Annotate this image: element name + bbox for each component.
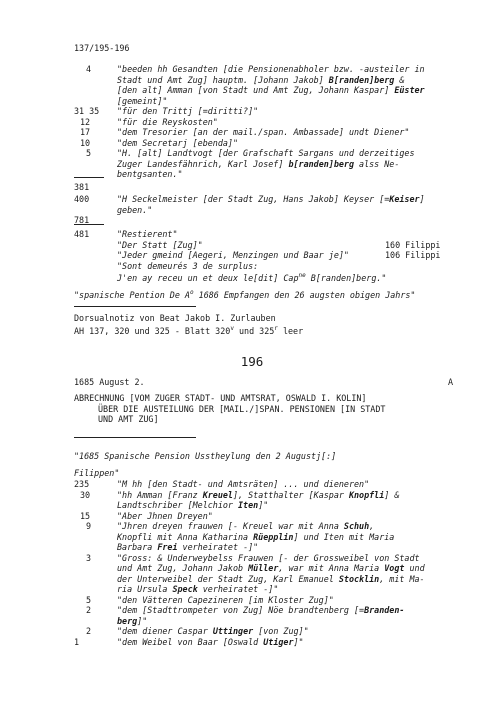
entry-text-line: "Aber Jhnen Dreyen" [117, 510, 213, 521]
entry-text-line: "dem diener Caspar Uttinger [von Zug]" [117, 626, 309, 636]
entry-text-line: und Amt Zug, Johann Jakob Müller, war mit Anna Maria Vogt und [117, 563, 425, 573]
entry-text-line: "dem [Stadttrompeter von Zug] Nöe brandtenberg [=Branden- [117, 605, 405, 615]
sum-rule [74, 177, 104, 178]
document-title-line: ABRECHNUNG [VOM ZUGER STADT- UND AMTSRAT, OSWALD I. KOLIN] [74, 393, 367, 403]
dorsal-reference: AH 137, 320 und 325 - Blatt 320$^v$ und 325$^r$ leer [74, 324, 304, 336]
entry-text-line: "für die Reyskosten" [117, 116, 218, 127]
entry-number: 5 [86, 148, 92, 158]
entry-number: 400 [74, 194, 90, 204]
entry-text-line: Filippen" [74, 468, 120, 478]
entry-text-line: Zuger Landesfähnrich, Karl Josef] b[randen]berg alss Ne- [117, 158, 400, 169]
entry-number: 2 [86, 605, 92, 615]
entry-number: 235 [74, 479, 90, 489]
entry-number: 30 [80, 489, 91, 500]
document-date: 1685 August 2. [74, 377, 145, 387]
entry-text-line: Landtschriber [Melchior Iten]" [117, 500, 269, 510]
entry-text-line: "hh Amman [Franz Kreuel], Statthalter [Kaspar Knopfli] & [117, 489, 400, 500]
closing-line: "spanische Pention De $A^o$ 1686 Empfangen den 26 augsten obigen Jahrs" [74, 289, 416, 300]
entry-text-line: "dem Secretarj [ebenda]" [117, 137, 239, 148]
entry-text-line: Barbara Frei verheiratet -]" [117, 542, 259, 552]
entry-text-line: der Unterweibel der Stadt Zug, Karl Emanuel Stocklin, mit Ma- [117, 573, 425, 584]
entry-number: 781 [74, 215, 90, 225]
entry-number: 12 [80, 116, 91, 127]
entry-text-line: "für den Trittj [=diritti?]" [117, 106, 259, 116]
entry-number: 1 [74, 636, 80, 647]
entry-number: 10 [80, 137, 91, 148]
entry-text-line: geben." [117, 204, 153, 215]
entry-text-line: "Gross: & Underweybelss Frauwen [- der Grossweibel von Stadt [117, 552, 420, 563]
amount: 106 Filippi [385, 250, 441, 260]
document-letter: A [448, 377, 454, 387]
entry-text-line: "Jhren dreyen frauwen [- Kreuel war mit Anna Schuh, [117, 521, 375, 531]
entry-text-line: "H Seckelmeister [der Stadt Zug, Hans Jakob] Keyser [=Keiser] [117, 194, 425, 204]
entry-text-line: Stadt und Amt Zug] hauptm. [Johann Jakob] B[randen]berg & [117, 74, 405, 85]
page-reference: 137/195-196 [74, 43, 130, 53]
entry-text-line: "Sont demeurés 3 de surplus: [117, 260, 259, 271]
entry-text-line: J'en ay receu un et deux le[dit] Cap$^{ne}$ B[randen]berg." [117, 272, 387, 283]
entry-text-line: "1685 Spanische Pension Usstheylung den 2 Augustj[:] [74, 451, 337, 461]
entry-text-line: "M hh [den Stadt- und Amtsräten] ... und dieneren" [117, 479, 370, 489]
entry-text-line: "Restierent" [117, 229, 178, 239]
entry-number: 3 [86, 552, 92, 563]
entry-number: 4 [86, 64, 92, 74]
section-rule [74, 306, 196, 307]
document-title-line: UND AMT ZUG] [98, 414, 159, 424]
entry-text-line: "dem Tresorier [an der mail./span. Ambassade] undt Diener" [117, 127, 410, 137]
entry-text-line: "H. [alt] Landtvogt [der Grafschaft Sargans und derzeitiges [117, 148, 415, 158]
entry-text-line: ria Ursula Speck verheiratet -]" [117, 584, 279, 594]
document-number: 196 [240, 354, 264, 369]
entry-number: 381 [74, 182, 90, 192]
entry-text-line: "den Vätteren Capezineren [im Kloster Zug]" [117, 594, 334, 605]
entry-text-line: berg]" [117, 615, 148, 626]
entry-number: 481 [74, 229, 90, 239]
entry-text-line: bentgsanten." [117, 169, 183, 179]
entry-number: 5 [86, 594, 92, 605]
entry-text-line: [den alt] Amman [von Stadt und Amt Zug, Johann Kaspar] Eüster [117, 85, 425, 95]
entry-text-line: "beeden hh Gesandten [die Pensionenabholer bzw. -austeiler in [117, 64, 425, 74]
entry-number: 31 35 [74, 106, 100, 116]
entry-number: 15 [80, 510, 91, 521]
entry-number: 2 [86, 626, 92, 636]
section-rule [74, 437, 196, 438]
entry-text-line: "Der Statt [Zug]" [117, 239, 203, 250]
entry-text-line: [gemeint]" [117, 95, 168, 106]
entry-text-line: Knopfli mit Anna Katharina Rüepplin] und Iten mit Maria [117, 531, 395, 542]
entry-text-line: "Jeder gmeind [Aegeri, Menzingen und Baar je]" [117, 250, 349, 260]
dorsal-note: Dorsualnotiz von Beat Jakob I. Zurlauben [74, 313, 276, 323]
entry-text-line: "dem Weibel von Baar [Oswald Utiger]" [117, 636, 304, 647]
entry-number: 9 [86, 521, 92, 531]
sum-rule [74, 224, 104, 225]
document-title-line: ÜBER DIE AUSTEILUNG DER [MAIL./]SPAN. PENSIONEN [IN STADT [98, 403, 386, 414]
amount: 160 Filippi [385, 239, 441, 250]
entry-number: 17 [80, 127, 91, 137]
